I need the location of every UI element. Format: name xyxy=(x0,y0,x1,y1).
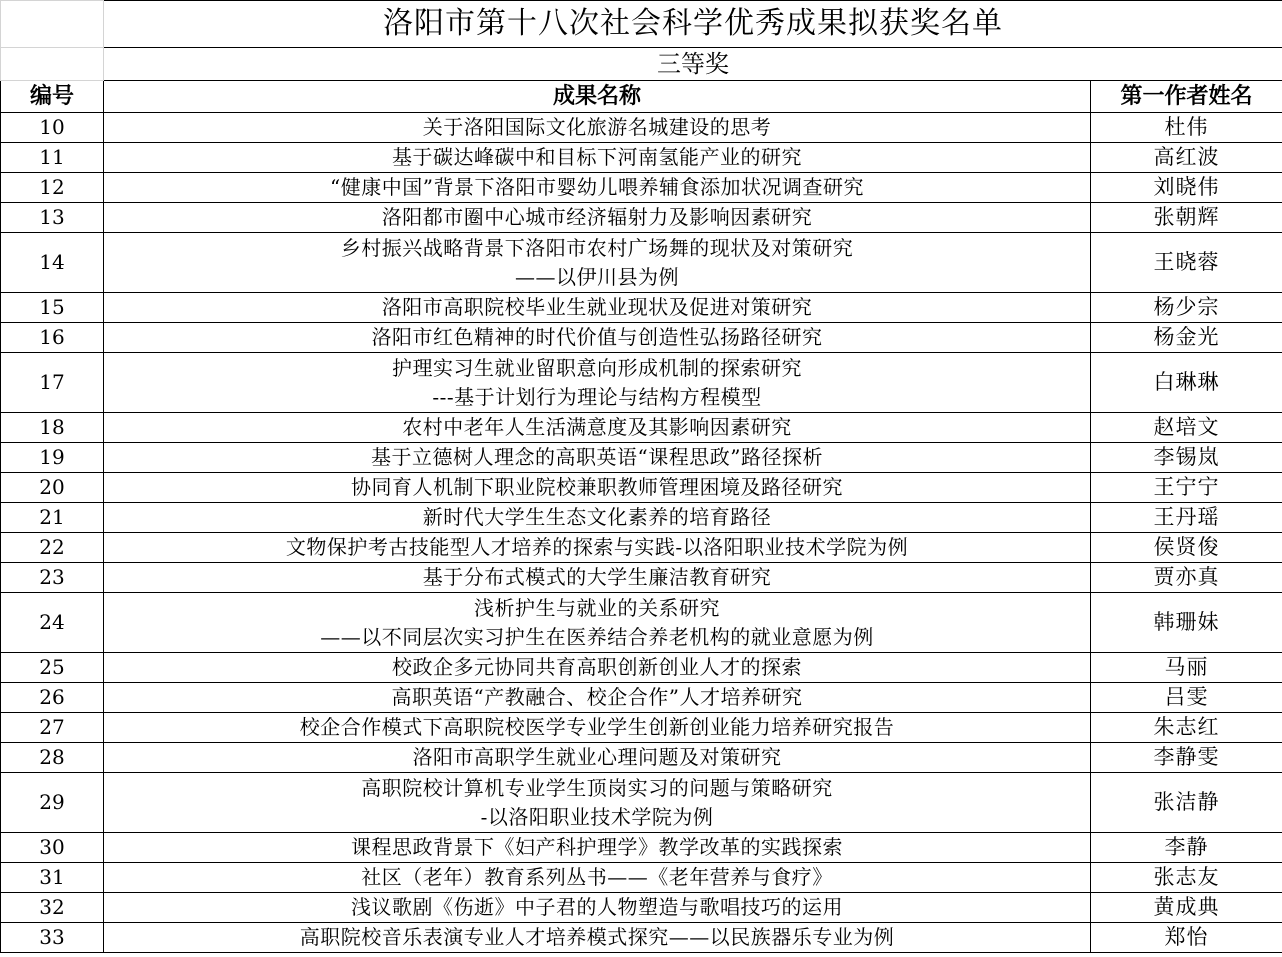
table-row xyxy=(1,683,1282,713)
first-author-cell[interactable]: 贾亦真 xyxy=(1091,563,1282,593)
work-subtitle-line: ——以伊川县为例 xyxy=(515,264,679,289)
row-number-cell[interactable]: 25 xyxy=(1,653,104,683)
work-title-cell[interactable] xyxy=(104,413,1091,443)
table-row xyxy=(1,593,1282,653)
row-number-cell[interactable]: 33 xyxy=(1,923,104,953)
work-title-cell[interactable] xyxy=(104,473,1091,503)
table-row xyxy=(1,173,1282,203)
row-number-cell[interactable]: 31 xyxy=(1,863,104,893)
work-title-cell[interactable] xyxy=(104,863,1091,893)
work-title-line: 洛阳市高职学生就业心理问题及对策研究 xyxy=(412,745,782,769)
table-row xyxy=(1,113,1282,143)
work-title-line: 基于分布式模式的大学生廉洁教育研究 xyxy=(422,565,772,589)
table-row xyxy=(1,503,1282,533)
row-number-cell[interactable]: 22 xyxy=(1,533,104,563)
sheet-body xyxy=(1,1,1282,953)
header-work-title[interactable]: 成果名称 xyxy=(104,81,1091,113)
first-author-cell[interactable]: 王丹瑶 xyxy=(1091,503,1282,533)
work-title-cell[interactable] xyxy=(104,593,1091,653)
first-author-cell[interactable]: 王宁宁 xyxy=(1091,473,1282,503)
title-row xyxy=(1,1,1282,48)
table-row xyxy=(1,893,1282,923)
table-row xyxy=(1,413,1282,443)
first-author-cell[interactable]: 白琳琳 xyxy=(1091,353,1282,413)
row-number-cell[interactable]: 19 xyxy=(1,443,104,473)
work-title-cell[interactable] xyxy=(104,113,1091,143)
table-row xyxy=(1,563,1282,593)
work-title-line: 课程思政背景下《妇产科护理学》教学改革的实践探索 xyxy=(351,835,843,859)
work-title-cell[interactable] xyxy=(104,293,1091,323)
table-row xyxy=(1,743,1282,773)
header-row xyxy=(1,81,1282,113)
work-title-cell[interactable] xyxy=(104,743,1091,773)
first-author-cell[interactable]: 张朝辉 xyxy=(1091,203,1282,233)
work-title-line: 基于立德树人理念的高职英语“课程思政”路径探析 xyxy=(371,445,823,469)
first-author-cell[interactable]: 李静 xyxy=(1091,833,1282,863)
work-title-cell[interactable] xyxy=(104,323,1091,353)
header-number[interactable]: 编号 xyxy=(1,81,104,113)
work-title-line: 护理实习生就业留职意向形成机制的探索研究 xyxy=(392,355,802,380)
first-author-cell[interactable]: 韩珊妹 xyxy=(1091,593,1282,653)
work-title-cell[interactable] xyxy=(104,713,1091,743)
table-row xyxy=(1,923,1282,953)
table-row xyxy=(1,653,1282,683)
first-author-cell[interactable]: 马丽 xyxy=(1091,653,1282,683)
work-title-cell[interactable] xyxy=(104,923,1091,953)
first-author-cell[interactable]: 侯贤俊 xyxy=(1091,533,1282,563)
row-number-cell[interactable]: 16 xyxy=(1,323,104,353)
subtitle-left-blank-cell[interactable] xyxy=(1,48,104,81)
row-number-cell[interactable]: 18 xyxy=(1,413,104,443)
work-title-cell[interactable] xyxy=(104,203,1091,233)
first-author-cell[interactable]: 朱志红 xyxy=(1091,713,1282,743)
first-author-cell[interactable]: 郑怡 xyxy=(1091,923,1282,953)
work-title-line: 乡村振兴战略背景下洛阳市农村广场舞的现状及对策研究 xyxy=(340,235,854,260)
award-level-title[interactable]: 三等奖 xyxy=(104,48,1282,81)
row-number-cell[interactable]: 20 xyxy=(1,473,104,503)
subtitle-row xyxy=(1,48,1282,81)
work-title-line: 校政企多元协同共育高职创新创业人才的探索 xyxy=(392,655,802,679)
row-number-cell[interactable]: 26 xyxy=(1,683,104,713)
work-title-line: 农村中老年人生活满意度及其影响因素研究 xyxy=(402,415,792,439)
row-number-cell[interactable]: 14 xyxy=(1,233,104,293)
row-number-cell[interactable]: 27 xyxy=(1,713,104,743)
row-number-cell[interactable]: 24 xyxy=(1,593,104,653)
first-author-cell[interactable]: 黄成典 xyxy=(1091,893,1282,923)
row-number-cell[interactable]: 32 xyxy=(1,893,104,923)
title-left-blank-cell[interactable] xyxy=(1,1,104,48)
table-row xyxy=(1,473,1282,503)
first-author-cell[interactable]: 李锡岚 xyxy=(1091,443,1282,473)
work-title-cell[interactable] xyxy=(104,653,1091,683)
work-title-cell[interactable] xyxy=(104,563,1091,593)
work-title-line: 高职院校音乐表演专业人才培养模式探究——以民族器乐专业为例 xyxy=(299,925,895,949)
work-title-line: 高职英语“产教融合、校企合作”人才培养研究 xyxy=(391,685,803,709)
work-title-cell[interactable] xyxy=(104,503,1091,533)
work-title-cell[interactable] xyxy=(104,233,1091,293)
work-title-line: 协同育人机制下职业院校兼职教师管理困境及路径研究 xyxy=(351,475,843,499)
header-first-author[interactable]: 第一作者姓名 xyxy=(1091,81,1282,113)
work-title-cell[interactable] xyxy=(104,833,1091,863)
work-title-line: 基于碳达峰碳中和目标下河南氢能产业的研究 xyxy=(392,145,802,169)
work-title-cell[interactable] xyxy=(104,683,1091,713)
row-number-cell[interactable]: 28 xyxy=(1,743,104,773)
work-title-line: 新时代大学生生态文化素养的培育路径 xyxy=(422,505,772,529)
work-title-line: 社区（老年）教育系列丛书——《老年营养与食疗》 xyxy=(361,865,833,889)
first-author-cell[interactable]: 张洁静 xyxy=(1091,773,1282,833)
table-row xyxy=(1,293,1282,323)
first-author-cell[interactable]: 杨少宗 xyxy=(1091,293,1282,323)
work-title-line: 文物保护考古技能型人才培养的探索与实践-以洛阳职业技术学院为例 xyxy=(285,535,909,559)
table-row xyxy=(1,353,1282,413)
first-author-cell[interactable]: 赵培文 xyxy=(1091,413,1282,443)
first-author-cell[interactable]: 刘晓伟 xyxy=(1091,173,1282,203)
work-title-line: 浅析护生与就业的关系研究 xyxy=(474,595,720,620)
page-title[interactable]: 洛阳市第十八次社会科学优秀成果拟获奖名单 xyxy=(104,1,1282,48)
work-title-cell[interactable] xyxy=(104,173,1091,203)
table-row xyxy=(1,863,1282,893)
row-number-cell[interactable]: 12 xyxy=(1,173,104,203)
first-author-cell[interactable]: 杨金光 xyxy=(1091,323,1282,353)
table-row xyxy=(1,833,1282,863)
row-number-cell[interactable]: 23 xyxy=(1,563,104,593)
row-number-cell[interactable]: 17 xyxy=(1,353,104,413)
table-row xyxy=(1,143,1282,173)
work-title-line: 高职院校计算机专业学生顶岗实习的问题与策略研究 xyxy=(361,775,833,800)
first-author-cell[interactable]: 张志友 xyxy=(1091,863,1282,893)
first-author-cell[interactable]: 王晓蓉 xyxy=(1091,233,1282,293)
work-title-line: 洛阳都市圈中心城市经济辐射力及影响因素研究 xyxy=(381,205,813,229)
work-title-cell[interactable] xyxy=(104,443,1091,473)
first-author-cell[interactable]: 李静雯 xyxy=(1091,743,1282,773)
work-title-cell[interactable] xyxy=(104,143,1091,173)
table-row xyxy=(1,713,1282,743)
work-title-cell[interactable] xyxy=(104,533,1091,563)
row-number-cell[interactable]: 13 xyxy=(1,203,104,233)
row-number-cell[interactable]: 29 xyxy=(1,773,104,833)
table-row xyxy=(1,323,1282,353)
work-title-cell[interactable] xyxy=(104,773,1091,833)
work-title-line: 洛阳市高职院校毕业生就业现状及促进对策研究 xyxy=(381,295,813,319)
work-subtitle-line: ---基于计划行为理论与结构方程模型 xyxy=(432,384,762,409)
work-subtitle-line: ——以不同层次实习护生在医养结合养老机构的就业意愿为例 xyxy=(320,624,874,649)
table-row xyxy=(1,203,1282,233)
table-row xyxy=(1,233,1282,293)
row-number-cell[interactable]: 30 xyxy=(1,833,104,863)
work-title-line: 校企合作模式下高职院校医学专业学生创新创业能力培养研究报告 xyxy=(299,715,895,739)
work-subtitle-line: -以洛阳职业技术学院为例 xyxy=(480,804,714,829)
work-title-cell[interactable] xyxy=(104,353,1091,413)
table-row xyxy=(1,773,1282,833)
row-number-cell[interactable]: 11 xyxy=(1,143,104,173)
table-row xyxy=(1,443,1282,473)
row-number-cell[interactable]: 10 xyxy=(1,113,104,143)
work-title-cell[interactable] xyxy=(104,893,1091,923)
first-author-cell[interactable]: 高红波 xyxy=(1091,143,1282,173)
work-title-line: 关于洛阳国际文化旅游名城建设的思考 xyxy=(422,115,772,139)
work-title-line: 浅议歌剧《伤逝》中子君的人物塑造与歌唱技巧的运用 xyxy=(351,895,843,919)
table-row xyxy=(1,533,1282,563)
first-author-cell[interactable]: 杜伟 xyxy=(1091,113,1282,143)
row-number-cell[interactable]: 21 xyxy=(1,503,104,533)
work-title-line: 洛阳市红色精神的时代价值与创造性弘扬路径研究 xyxy=(371,325,823,349)
work-title-line: “健康中国”背景下洛阳市婴幼儿喂养辅食添加状况调查研究 xyxy=(330,175,864,199)
row-number-cell[interactable]: 15 xyxy=(1,293,104,323)
first-author-cell[interactable]: 吕雯 xyxy=(1091,683,1282,713)
